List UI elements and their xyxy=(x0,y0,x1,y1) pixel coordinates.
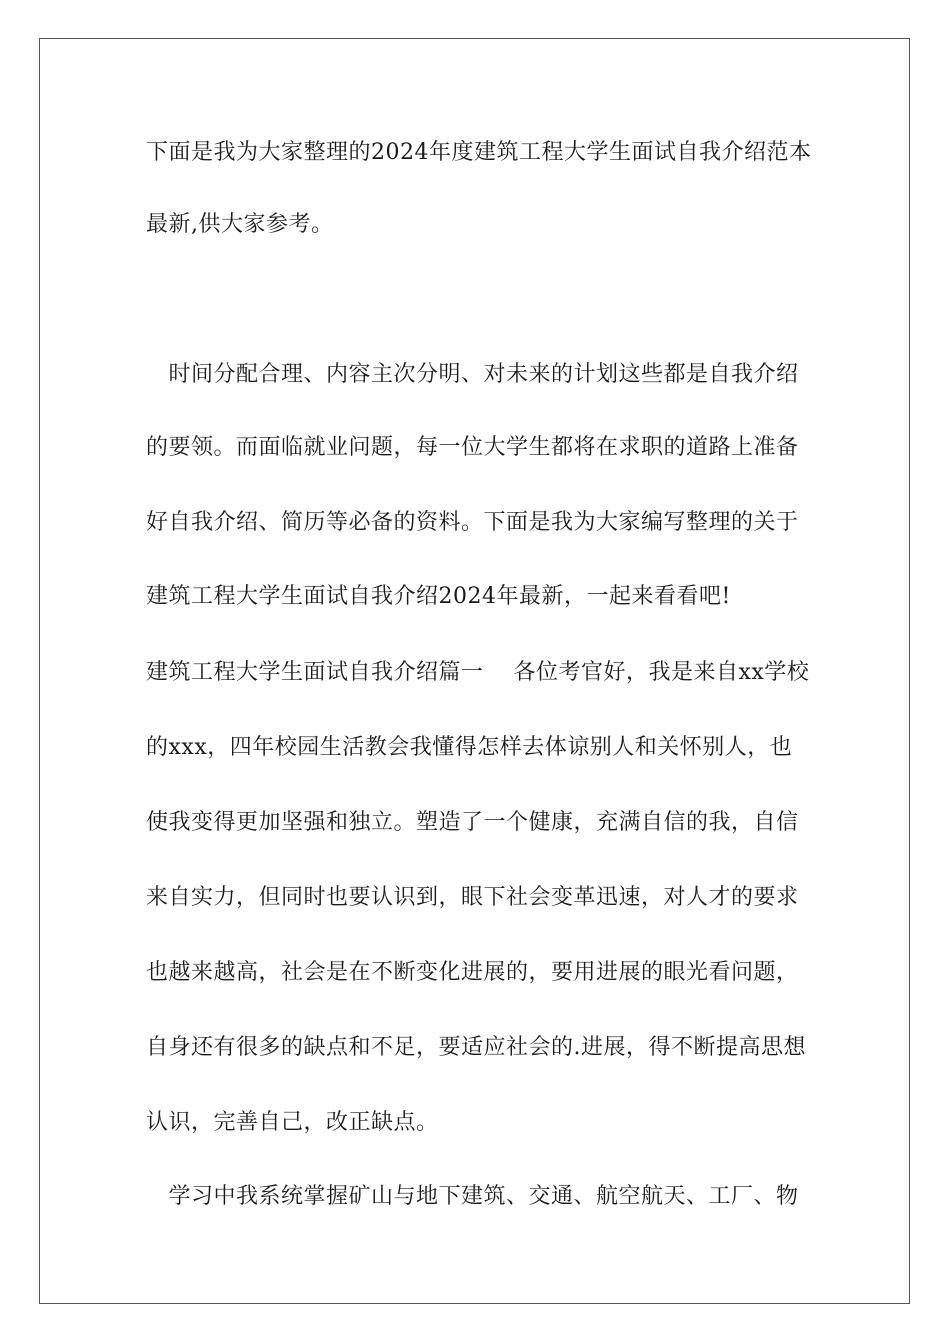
intro-line-2: 最新,供大家参考。 xyxy=(146,212,334,237)
section-line-9: 使我变得更加坚强和独立。塑造了一个健康，充满自信的我，自信 xyxy=(146,810,799,835)
section-line-8: 的xxx，四年校园生活教会我懂得怎样去体谅别人和关怀别人，也 xyxy=(146,735,793,760)
paragraph-line-4: 的要领。而面临就业问题，每一位大学生都将在求职的道路上准备 xyxy=(146,435,799,460)
section-line-11: 也越来越高，社会是在不断变化进展的，要用进展的眼光看问题， xyxy=(146,960,799,985)
section-line-7: 建筑工程大学生面试自我介绍篇一 各位考官好，我是来自xx学校 xyxy=(146,660,810,685)
paragraph-line-6: 建筑工程大学生面试自我介绍2024年最新，一起来看看吧! xyxy=(146,584,731,609)
paragraph-line-3: 时间分配合理、内容主次分明、对未来的计划这些都是自我介绍 xyxy=(146,362,799,387)
intro-line-1: 下面是我为大家整理的2024年度建筑工程大学生面试自我介绍范本 xyxy=(146,140,812,165)
section-line-12: 自身还有很多的缺点和不足，要适应社会的.进展，得不断提高思想 xyxy=(146,1035,806,1060)
section-line-13: 认识，完善自己，改正缺点。 xyxy=(146,1110,439,1135)
paragraph-line-14: 学习中我系统掌握矿山与地下建筑、交通、航空航天、工厂、物 xyxy=(146,1184,799,1209)
paragraph-line-5: 好自我介绍、简历等必备的资料。下面是我为大家编写整理的关于 xyxy=(146,510,799,535)
section-line-10: 来自实力，但同时也要认识到，眼下社会变革迅速，对人才的要求 xyxy=(146,885,799,910)
